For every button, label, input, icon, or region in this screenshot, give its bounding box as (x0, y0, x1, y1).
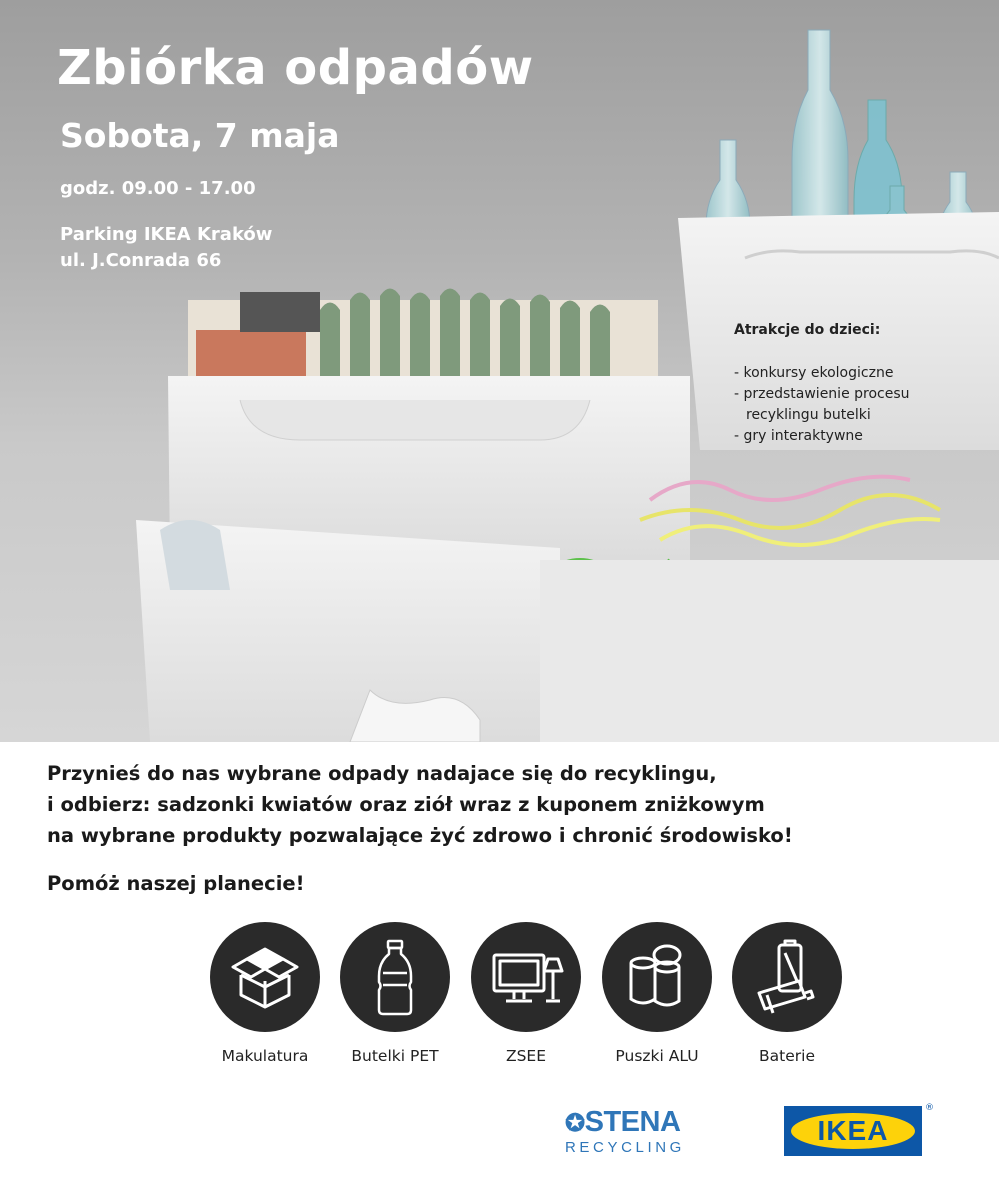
waste-categories (195, 922, 845, 1065)
category-label: Makulatura (221, 1047, 309, 1065)
cardboard-box-icon (210, 922, 320, 1032)
category-label: Puszki ALU (615, 1047, 699, 1065)
category-butelki-pet (325, 922, 465, 1065)
event-hours: godz. 09.00 - 17.00 (60, 178, 256, 199)
location-line-2: ul. J.Conrada 66 (60, 250, 222, 271)
batteries-icon (732, 922, 842, 1032)
ikea-logo (784, 1106, 922, 1156)
category-label: Baterie (759, 1047, 815, 1065)
category-label: Butelki PET (351, 1047, 439, 1065)
kids-attractions (734, 320, 986, 447)
registered-mark: ® (925, 1103, 934, 1113)
stena-star-icon: ✪ (565, 1110, 585, 1137)
category-puszki-alu (587, 922, 727, 1065)
stena-logo-text: STENA (584, 1106, 681, 1138)
category-zsee (456, 922, 596, 1065)
main-message (47, 758, 793, 851)
ikea-logo-text: IKEA (817, 1115, 889, 1146)
attraction-item: - przedstawienie procesu recyklingu butelki (734, 386, 910, 423)
category-makulatura (195, 922, 335, 1065)
attraction-item: - gry interaktywne (734, 428, 863, 444)
category-label: ZSEE (505, 1047, 547, 1065)
attraction-item: - konkursy ekologiczne (734, 365, 894, 381)
event-location (60, 222, 272, 274)
plastic-bottle-icon (340, 922, 450, 1032)
help-planet-text: Pomóż naszej planecie! (47, 872, 305, 895)
attractions-title: Atrakcje do dzieci: (734, 322, 881, 338)
event-title: Zbiórka odpadów (57, 40, 534, 96)
stena-recycling-logo (565, 1107, 685, 1156)
message-line-1: Przynieś do nas wybrane odpady nadajace się do recyklingu, (47, 762, 717, 785)
location-line-1: Parking IKEA Kraków (60, 224, 273, 245)
aluminium-cans-icon (602, 922, 712, 1032)
stena-logo-subtext: RECYCLING (565, 1139, 685, 1156)
message-line-2: i odbierz: sadzonki kwiatów oraz ziół wraz z kuponem zniżkowym (47, 793, 765, 816)
message-line-3: na wybrane produkty pozwalające żyć zdrowo i chronić środowisko! (47, 824, 793, 847)
event-date: Sobota, 7 maja (60, 116, 340, 155)
electronics-monitor-icon (471, 922, 581, 1032)
category-baterie (717, 922, 857, 1065)
